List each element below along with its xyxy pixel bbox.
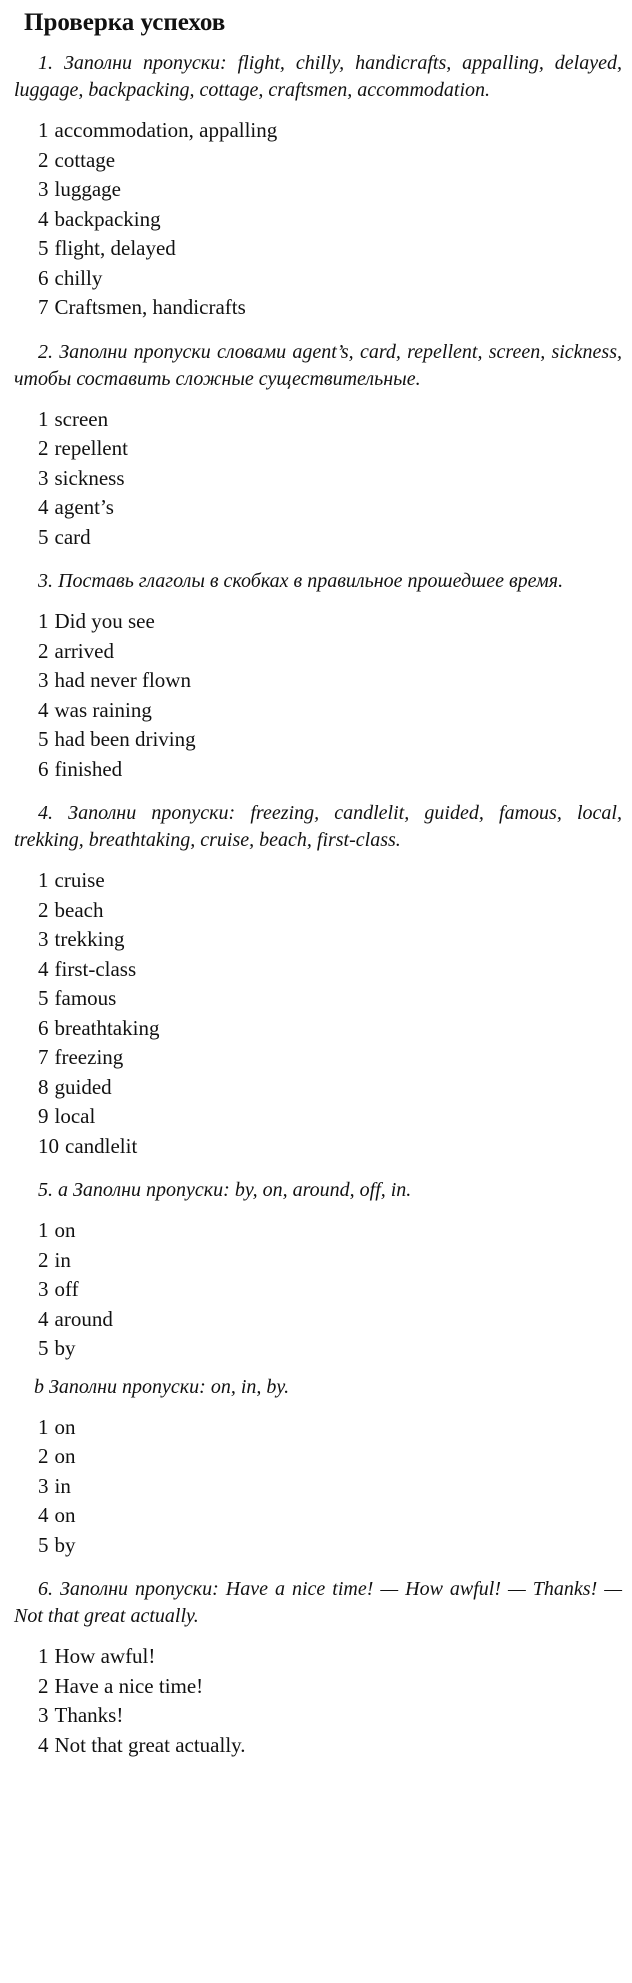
answer-item: 2 on (38, 1444, 76, 1468)
answer-item: 5 had been driving (38, 727, 196, 751)
answer-item: 4 agent’s (38, 495, 114, 519)
answer-item: 4 backpacking (38, 206, 161, 231)
answer-item: 3 luggage (38, 177, 121, 201)
answer-item: 2 cottage (38, 147, 116, 172)
page-title: Проверка успехов (24, 9, 226, 36)
answer-item: 4 on (38, 1503, 76, 1527)
exercise-3-instruction: 3. Поставь глаголы в скобках в правильное прошедшее время. (38, 570, 564, 592)
answer-item: 1 on (38, 1414, 76, 1439)
exercise-5b-instruction: b Заполни пропуски: on, in, by. (34, 1375, 290, 1398)
answer-item: 3 sickness (38, 465, 125, 490)
answer-item: 6 finished (38, 756, 123, 781)
exercise-2 (14, 339, 622, 553)
answer-item: 5 flight, delayed (38, 236, 176, 260)
exercise-3 (14, 568, 622, 784)
exercise-6-answers (38, 1642, 622, 1760)
answer-item: 2 arrived (38, 638, 114, 663)
answer-item: 5 card (38, 524, 91, 549)
answer-item: 1 on (38, 1218, 76, 1242)
exercise-1 (14, 50, 622, 323)
exercise-3-answers (38, 607, 622, 784)
answer-item: 9 local (38, 1104, 96, 1128)
exercise-6-instruction: 6. Заполни пропуски: Have a nice time! — How awful! — Thanks! — Not that great actually. (14, 1578, 622, 1627)
answer-item: 4 was raining (38, 697, 152, 722)
answer-item: 5 famous (38, 986, 117, 1010)
answer-item: 2 in (38, 1247, 71, 1272)
exercise-2-answers (38, 405, 622, 553)
answer-item: 4 around (38, 1306, 113, 1331)
answer-item: 1 accommodation, appalling (38, 118, 278, 142)
answer-item: 1 cruise (38, 868, 105, 892)
exercise-4 (14, 800, 622, 1161)
answer-item: 1 Did you see (38, 609, 155, 633)
exercise-4-answers (38, 866, 622, 1161)
answer-item: 2 Have a nice time! (38, 1673, 204, 1698)
exercise-5a-answers (38, 1216, 622, 1364)
answer-item: 3 had never flown (38, 668, 191, 692)
answer-item: 4 Not that great actually. (38, 1732, 246, 1757)
answer-item: 6 breathtaking (38, 1015, 160, 1040)
answer-item: 2 repellent (38, 436, 128, 460)
exercise-6 (14, 1576, 622, 1760)
answer-item: 3 in (38, 1473, 71, 1498)
answer-item: 4 first-class (38, 956, 137, 981)
answer-item: 7 freezing (38, 1045, 124, 1069)
exercise-4-instruction: 4. Заполни пропуски: freezing, candlelit, guided, famous, local, trekking, breathtaking, cruise, beach, first-class. (14, 802, 622, 851)
answer-item: 1 How awful! (38, 1644, 156, 1668)
answer-item: 8 guided (38, 1074, 112, 1099)
answer-item: 6 chilly (38, 265, 103, 290)
answer-item: 3 Thanks! (38, 1703, 124, 1727)
exercise-2-instruction: 2. Заполни пропуски словами agent’s, card, repellent, screen, sickness, чтобы составить сложные существительные. (14, 340, 622, 390)
answer-item: 3 off (38, 1277, 79, 1301)
answer-item: 5 by (38, 1336, 76, 1360)
answer-item: 3 trekking (38, 927, 125, 951)
exercise-1-answers (38, 116, 622, 323)
exercise-5 (14, 1177, 622, 1560)
answer-item: 5 by (38, 1532, 76, 1557)
answer-item: 1 screen (38, 406, 109, 431)
exercise-1-instruction: 1. Заполни пропуски: flight, chilly, handicrafts, appalling, delayed, luggage, backpacking, cottage, craftsmen, accommodation. (14, 52, 622, 101)
answer-item: 7 Craftsmen, handicrafts (38, 295, 246, 319)
answer-item: 10 candlelit (38, 1133, 138, 1158)
exercise-5a-instruction: 5. а Заполни пропуски: by, on, around, off, in. (38, 1179, 412, 1201)
answer-item: 2 beach (38, 897, 104, 922)
exercise-5b-answers (38, 1413, 622, 1561)
